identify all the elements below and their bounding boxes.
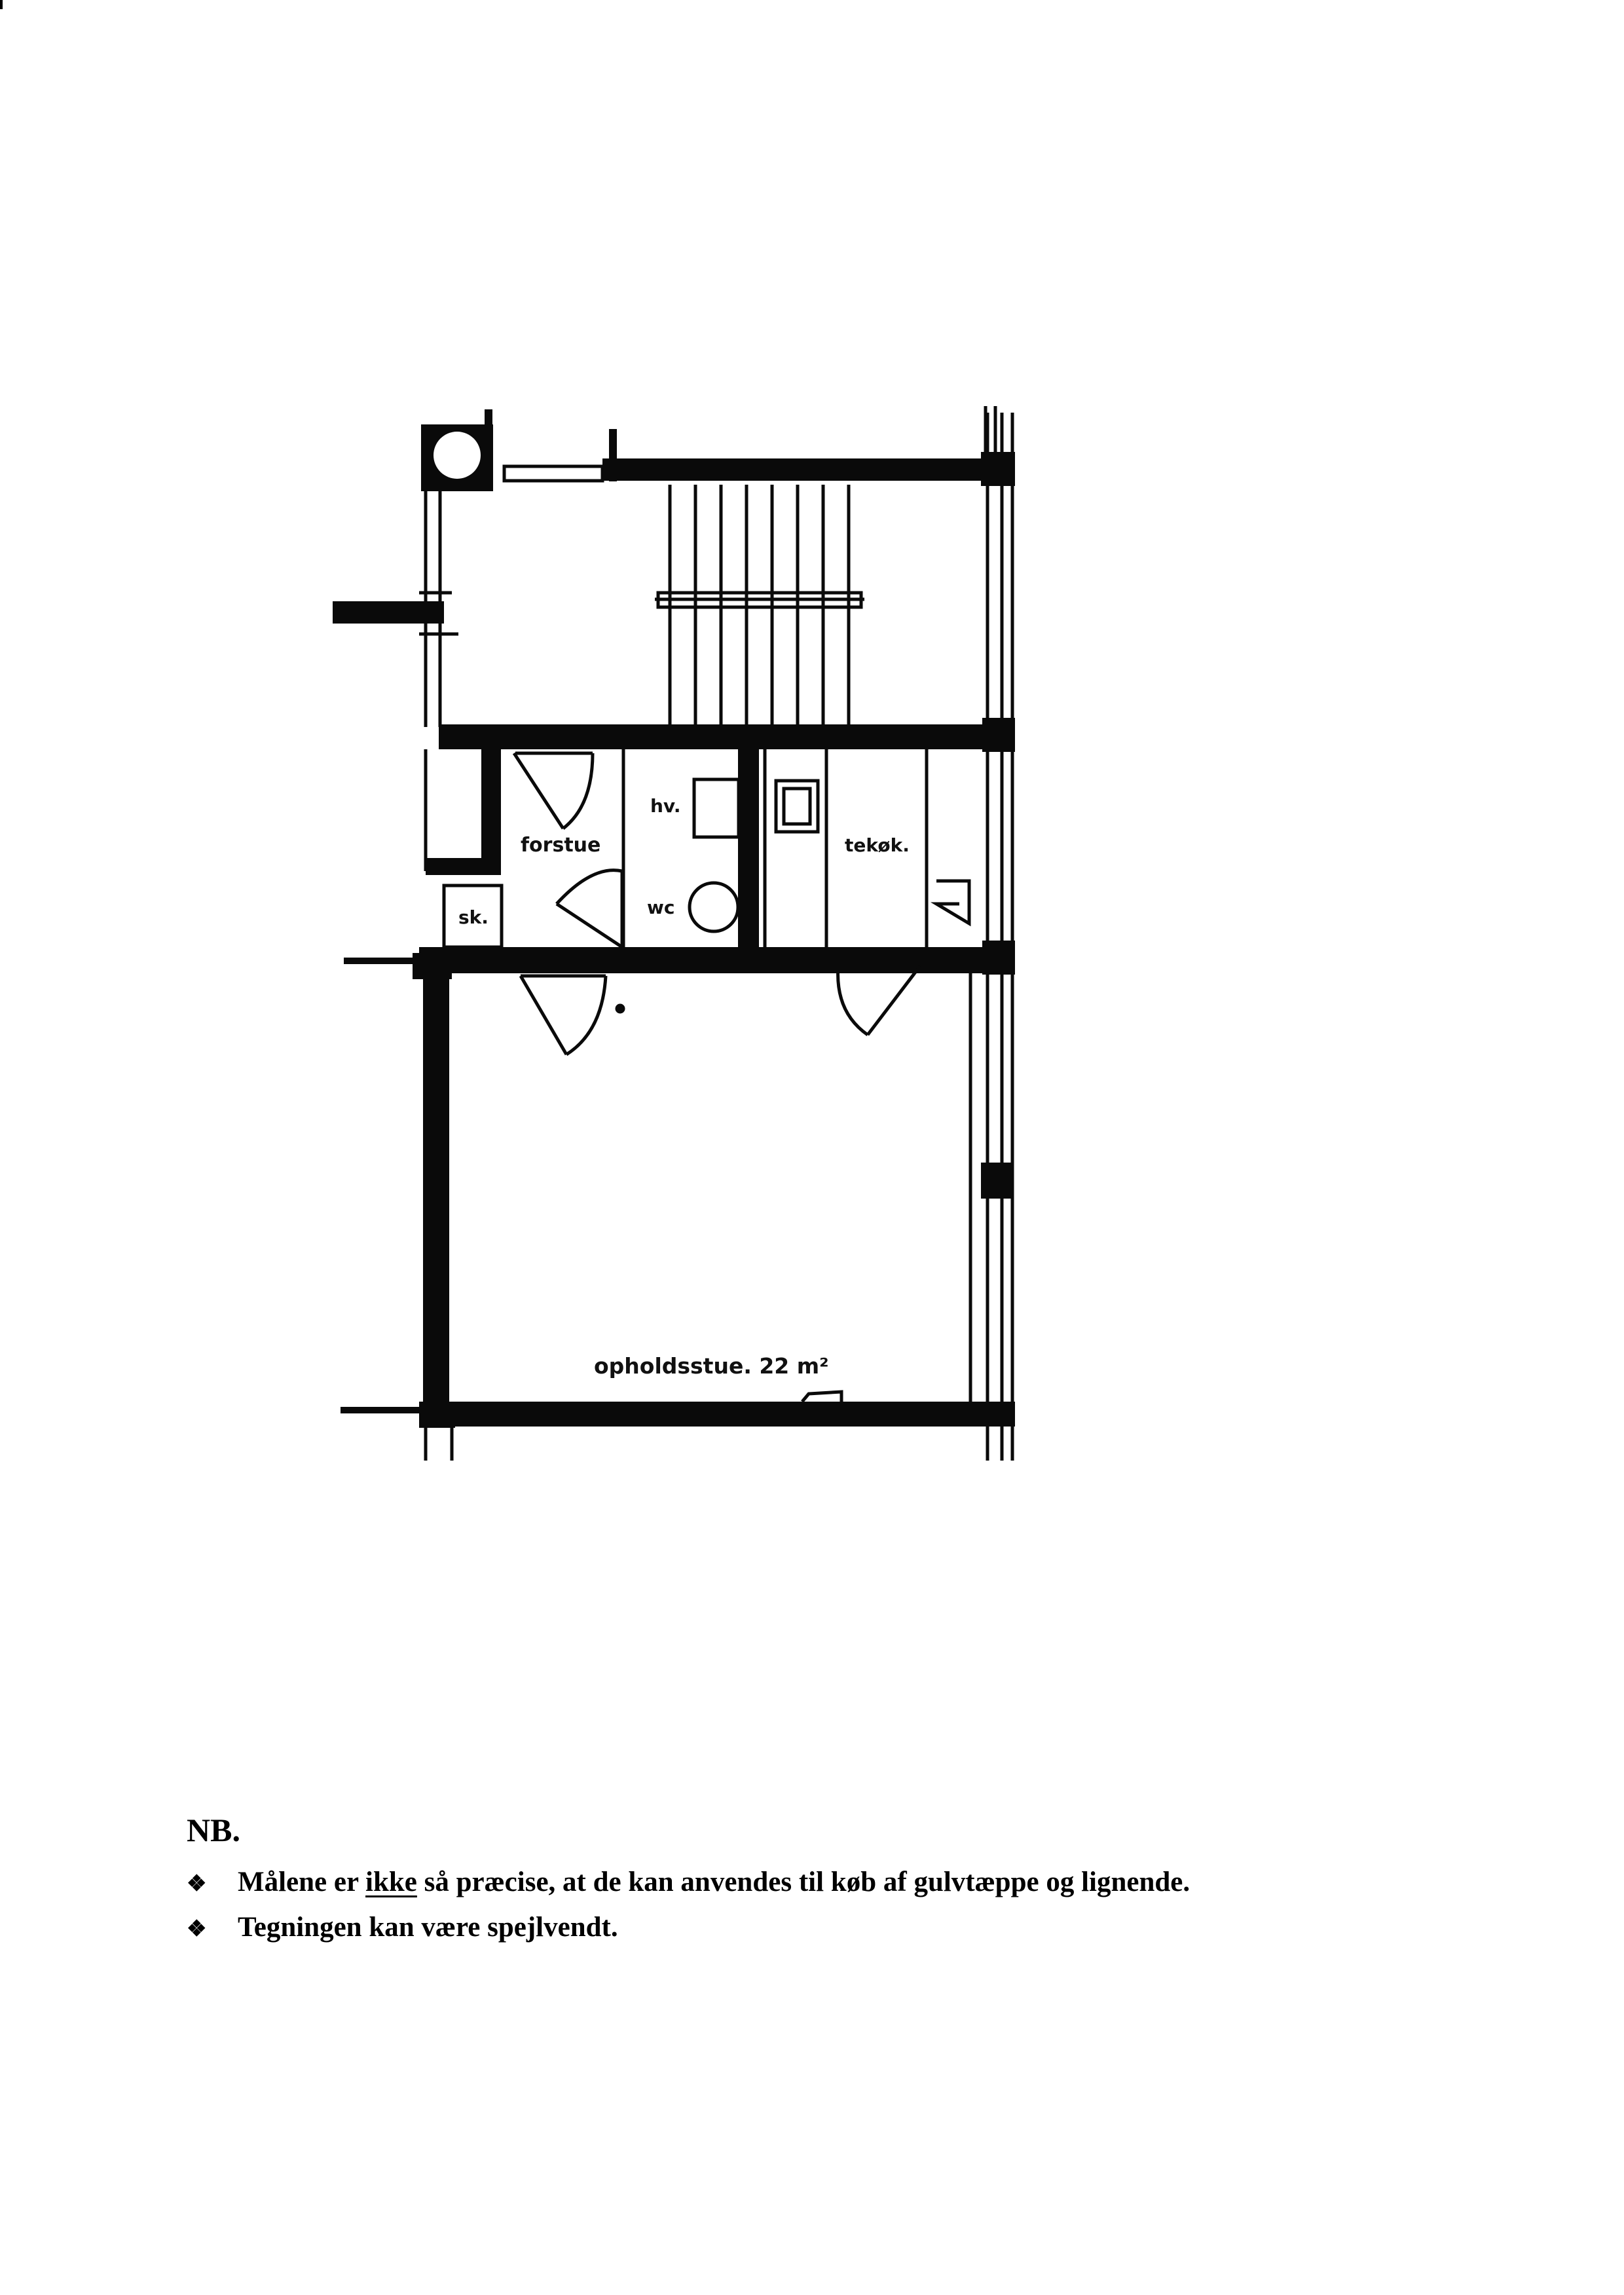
room-label-wc: wc — [647, 897, 675, 918]
note-item — [187, 1906, 1496, 1951]
chimney-flue — [434, 432, 481, 479]
toilet-bowl — [690, 883, 738, 931]
note-text: Målene er ikke så præcise, at de kan anvendes til køb af gulvtæppe og lignende. — [238, 1867, 1190, 1897]
room-label-tekok: tekøk. — [845, 834, 910, 856]
diamond-bullet-icon: ❖ — [187, 1917, 207, 1941]
scan-mark — [0, 0, 3, 9]
note-item — [187, 1861, 1496, 1906]
room-label-forstue: forstue — [521, 834, 601, 857]
room-label-hv: hv. — [650, 795, 681, 817]
thin-lines — [419, 406, 1012, 1461]
note-text: Tegningen kan være spejlvendt. — [238, 1912, 618, 1943]
notes-heading: NB. — [187, 1812, 240, 1848]
diamond-bullet-icon: ❖ — [187, 1872, 207, 1896]
room-label-living: opholdsstue. 22 m² — [594, 1353, 829, 1379]
notes-section — [187, 1811, 1496, 1951]
room-labels — [458, 795, 910, 1379]
walls — [333, 409, 1015, 1428]
room-label-sk: sk. — [458, 906, 489, 928]
